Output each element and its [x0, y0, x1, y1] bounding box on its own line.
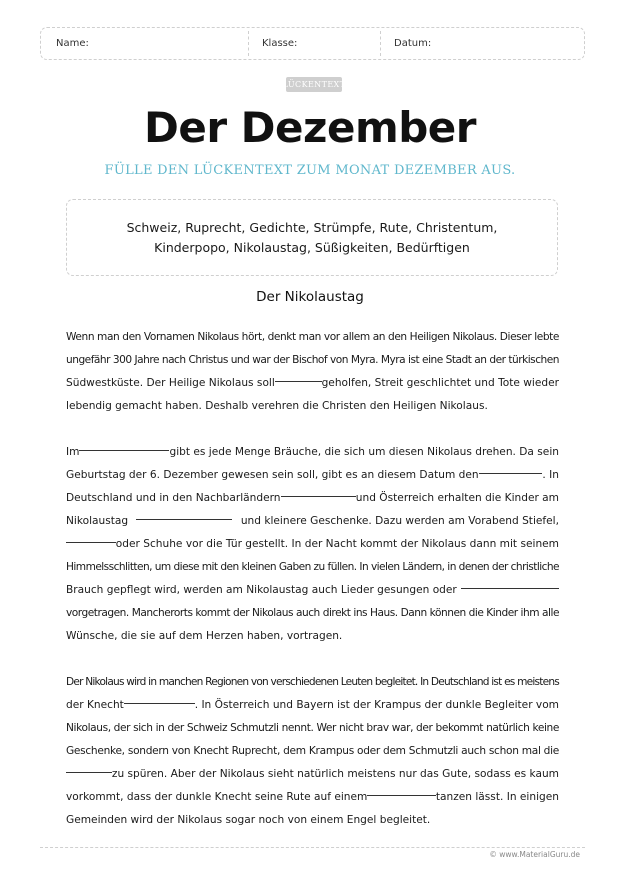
blank-gap[interactable] [275, 372, 322, 382]
text-span: Nikolaus, der sich in der Schweiz Schmutzli nennt. Wer nicht brav war, der bekommt natürlich keine [66, 722, 559, 734]
header-divider [248, 31, 249, 56]
footer-copyright: © www.MaterialGuru.de [489, 850, 580, 859]
text-span: ungefähr 300 Jahre nach Christus und war der Bischof von Myra. Myra ist eine Stadt an der türkischen [66, 354, 559, 366]
text-span: geholfen, Streit geschlichtet und Tote wieder [321, 377, 559, 389]
text-span: tanzen lässt. In einigen [435, 791, 559, 803]
text-line [66, 602, 559, 625]
word-bank [66, 199, 558, 276]
text-span: und kleinere Geschenke. Dazu werden am Vorabend Stiefel, [240, 515, 559, 527]
blank-gap[interactable] [66, 763, 112, 773]
text-span: lebendig gemacht haben. Deshalb verehren die Christen den Heiligen Nikolaus. [66, 400, 488, 412]
text-line [66, 372, 559, 395]
text-line [66, 809, 559, 832]
text-span: zu spüren. Aber der Nikolaus sieht natürlich meistens nur das Gute, sodass es kaum [111, 768, 559, 780]
text-span: und Österreich erhalten die Kinder am [355, 492, 559, 504]
blank-gap[interactable] [461, 579, 559, 589]
text-line [66, 694, 559, 717]
text-line [66, 487, 559, 510]
text-span: gibt es jede Menge Bräuche, die sich um diesen Nikolaus drehen. Da sein [169, 446, 559, 458]
text-line [66, 395, 559, 418]
text-line [66, 556, 559, 579]
text-span: Geburtstag der 6. Dezember gewesen sein soll, gibt es an diesem Datum den [66, 469, 479, 481]
text-span: Brauch gepflegt wird, werden am Nikolaustag auch Lieder gesungen oder [66, 584, 457, 596]
text-span: Wenn man den Vornamen Nikolaus hört, denkt man vor allem an den Heiligen Nikolaus. Dieser lebte [66, 331, 559, 343]
word-bank-line: Kinderpopo, Nikolaustag, Süßigkeiten, Bedürftigen [154, 239, 470, 255]
word-bank-line: Schweiz, Ruprecht, Gedichte, Strümpfe, Rute, Christentum, [126, 219, 498, 235]
page-subtitle: FÜLLE DEN LÜCKENTEXT ZUM MONAT DEZEMBER AUS. [104, 163, 516, 178]
blank-gap[interactable] [79, 441, 169, 451]
header-divider [380, 31, 381, 56]
blank-gap[interactable] [281, 487, 356, 497]
section-title: Der Nikolaustag [256, 289, 364, 305]
text-span: . In [542, 469, 559, 481]
text-line [66, 625, 559, 648]
footer-divider [40, 847, 585, 848]
blank-gap[interactable] [479, 464, 543, 474]
text-line [66, 763, 559, 786]
text-span: Nikolaustag [66, 515, 129, 527]
text-span: Südwestküste. Der Heilige Nikolaus soll [66, 377, 275, 389]
paragraph-1 [66, 326, 559, 418]
worksheet-type-badge: LÜCKENTEXT [286, 77, 342, 92]
class-label: Klasse: [262, 38, 298, 49]
page-title: Der Dezember [144, 103, 476, 152]
blank-gap[interactable] [367, 786, 435, 796]
text-span: Himmelsschlitten, um diese mit den kleinen Gaben zu füllen. In vielen Ländern, in denen der christliche [66, 561, 560, 573]
text-span: oder Schuhe vor die Tür gestellt. In der Nacht kommt der Nikolaus dann mit seinem [115, 538, 559, 550]
text-line [66, 441, 559, 464]
blank-gap[interactable] [66, 533, 116, 543]
blank-gap[interactable] [124, 694, 195, 704]
text-line [66, 326, 559, 349]
text-line [66, 740, 559, 763]
paragraph-2 [66, 441, 559, 648]
text-line [66, 349, 559, 372]
text-line [66, 671, 559, 694]
text-span: . In Österreich und Bayern ist der Krampus der dunkle Begleiter vom [194, 699, 559, 711]
text-span: Geschenke, sondern von Knecht Ruprecht, dem Krampus oder dem Schmutzli auch schon mal die [66, 745, 559, 757]
paragraph-3 [66, 671, 559, 832]
text-line [66, 510, 559, 533]
blank-gap[interactable] [136, 510, 232, 520]
text-line [66, 464, 559, 487]
student-info-header [40, 27, 585, 60]
text-span: Gemeinden wird der Nikolaus sogar noch von einem Engel begleitet. [66, 814, 431, 826]
text-span: Deutschland und in den Nachbarländern [66, 492, 281, 504]
text-span: vorgetragen. Mancherorts kommt der Nikolaus auch direkt ins Haus. Dann können die Kinder ihm alle [66, 607, 559, 619]
text-line [66, 579, 559, 602]
name-label: Name: [56, 38, 89, 49]
text-span: der Knecht [66, 699, 124, 711]
text-span: Wünsche, die sie auf dem Herzen haben, vortragen. [66, 630, 343, 642]
text-line [66, 786, 559, 809]
text-line [66, 533, 559, 556]
text-span: Im [66, 446, 80, 458]
text-line [66, 717, 559, 740]
date-label: Datum: [394, 38, 432, 49]
text-span: vorkommt, dass der dunkle Knecht seine Rute auf einem [66, 791, 368, 803]
text-span: Der Nikolaus wird in manchen Regionen von verschiedenen Leuten begleitet. In Deutschland ist es meistens [66, 676, 559, 688]
